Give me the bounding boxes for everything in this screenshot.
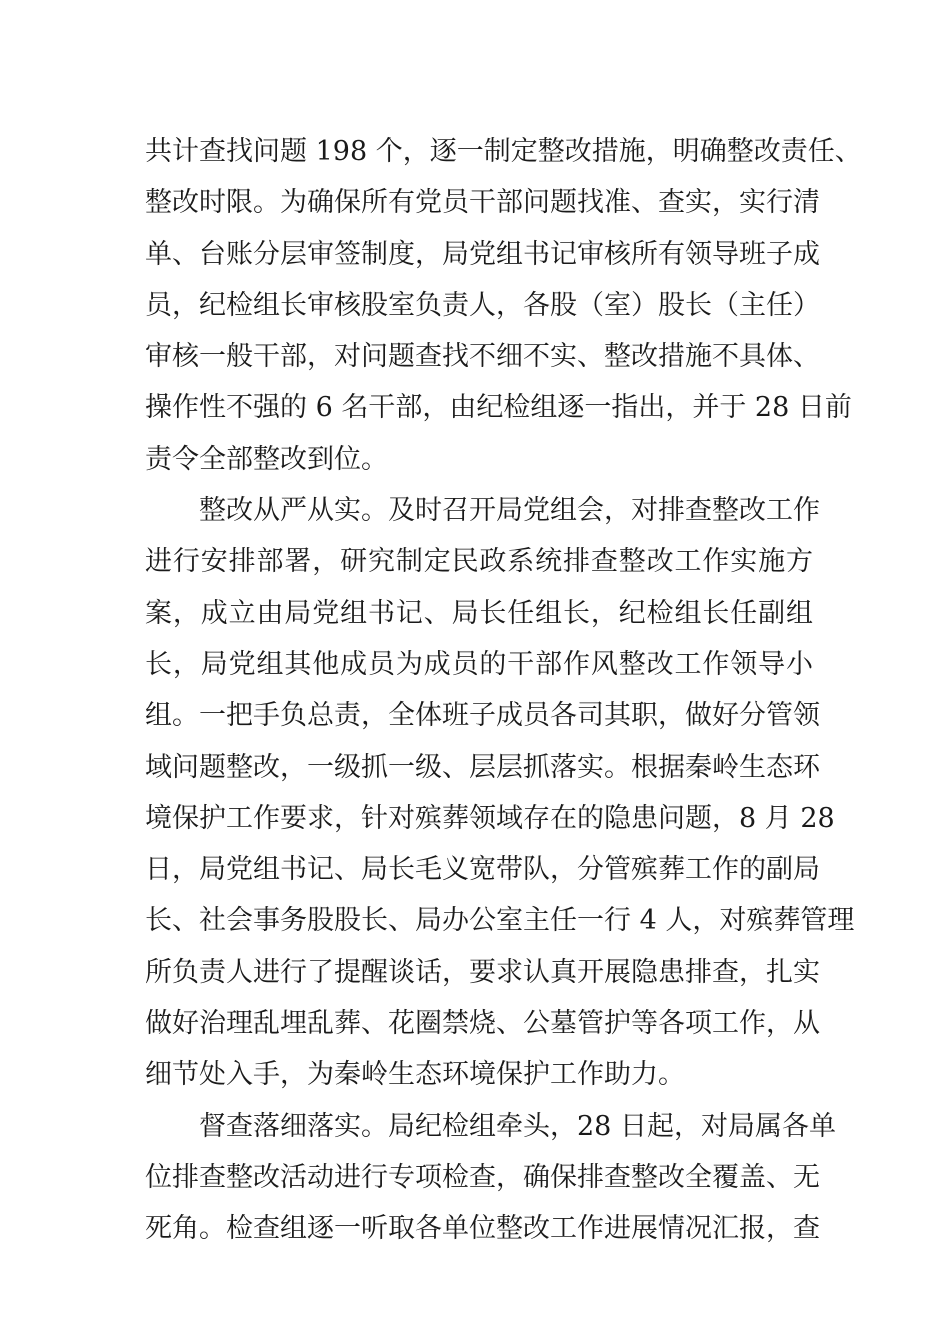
paragraph-2 (145, 485, 855, 1101)
text-line: 位排查整改活动进行专项检查，确保排查整改全覆盖、无 (145, 1161, 820, 1193)
paragraph-3 (145, 1101, 836, 1255)
paragraph-1 (145, 126, 862, 485)
text-line: 死角。检查组逐一听取各单位整改工作进展情况汇报，查 (145, 1213, 820, 1245)
text-line: 所负责人进行了提醒谈话，要求认真开展隐患排查，扎实 (145, 956, 820, 988)
text-line: 审核一般干部，对问题查找不细不实、整改措施不具体、 (145, 341, 820, 373)
text-line: 长、社会事务股股长、局办公室主任一行 4 人，对殡葬管理 (145, 905, 855, 937)
text-line: 做好治理乱埋乱葬、花圈禁烧、公墓管护等各项工作，从 (145, 1008, 820, 1040)
text-line: 进行安排部署，研究制定民政系统排查整改工作实施方 (145, 546, 813, 578)
text-line: 境保护工作要求，针对殡葬领域存在的隐患问题，8 月 28 (145, 802, 835, 834)
text-line: 操作性不强的 6 名干部，由纪检组逐一指出，并于 28 日前 (145, 392, 852, 424)
text-line: 单、台账分层审签制度，局党组书记审核所有领导班子成 (145, 238, 820, 270)
text-line: 整改从严从实。及时召开局党组会，对排查整改工作 (199, 495, 820, 527)
text-line: 责令全部整改到位。 (145, 443, 388, 475)
text-line: 共计查找问题 198 个，逐一制定整改措施，明确整改责任、 (145, 136, 862, 167)
text-line: 长，局党组其他成员为成员的干部作风整改工作领导小 (145, 648, 813, 680)
text-line: 员，纪检组长审核股室负责人，各股（室）股长（主任） (145, 289, 820, 321)
text-line: 案，成立由局党组书记、局长任组长，纪检组长任副组 (145, 597, 813, 629)
text-line: 督查落细落实。局纪检组牵头，28 日起，对局属各单 (199, 1110, 836, 1142)
text-line: 组。一把手负总责，全体班子成员各司其职，做好分管领 (145, 700, 820, 732)
text-line: 域问题整改，一级抓一级、层层抓落实。根据秦岭生态环 (145, 751, 820, 783)
text-line: 细节处入手，为秦岭生态环境保护工作助力。 (145, 1059, 685, 1091)
text-line: 整改时限。为确保所有党员干部问题找准、查实，实行清 (145, 187, 820, 219)
document-body (145, 126, 862, 1255)
text-line: 日，局党组书记、局长毛义宽带队，分管殡葬工作的副局 (145, 854, 820, 886)
